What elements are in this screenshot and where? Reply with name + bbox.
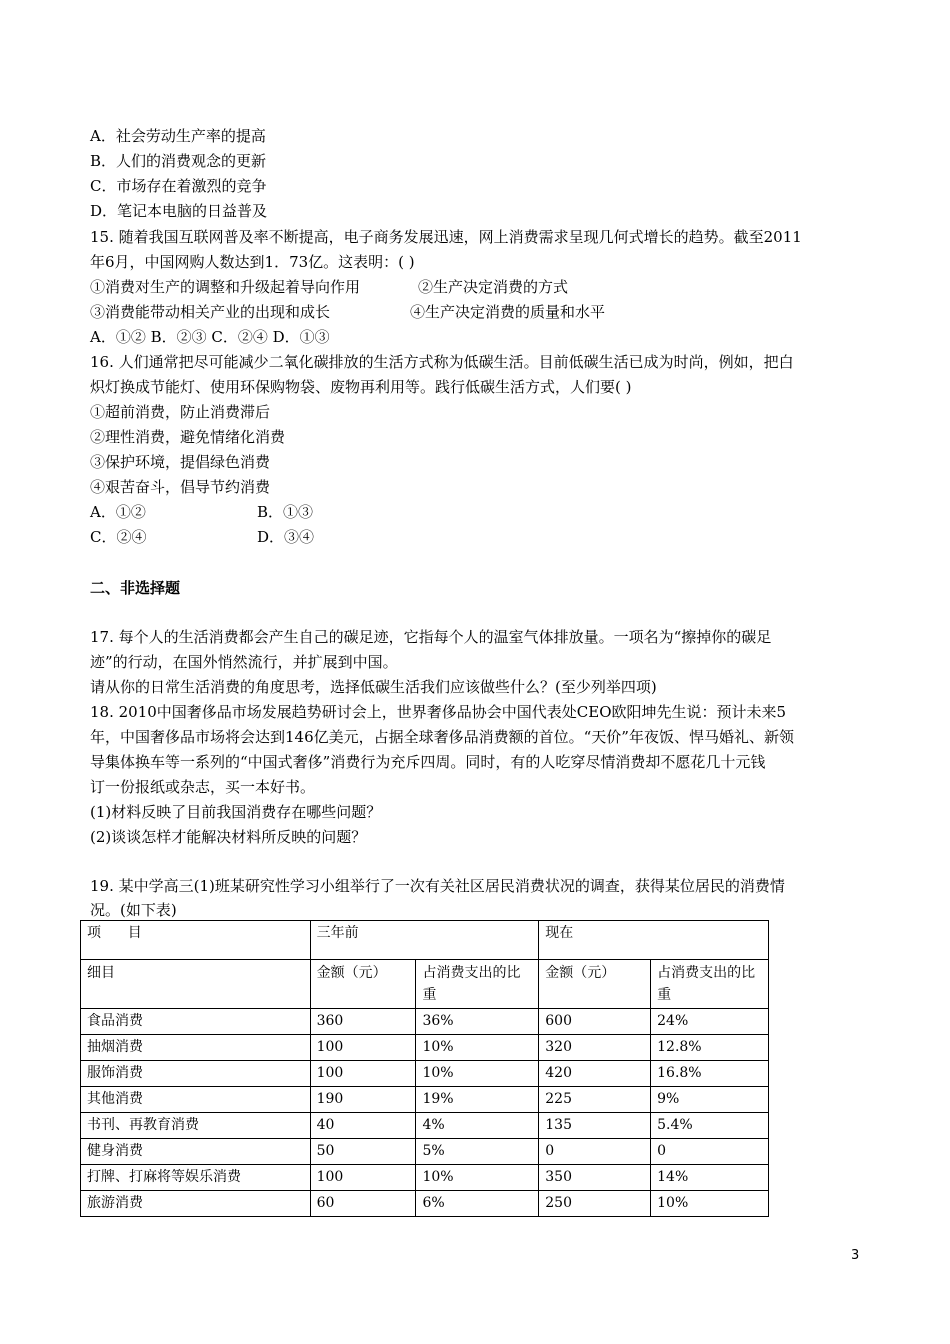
- q19-line2: 况。(如下表): [90, 901, 177, 919]
- header-amount-now: 金额（元）: [539, 960, 651, 1009]
- cell-category: 旅游消费: [81, 1191, 311, 1217]
- cell-category: 其他消费: [81, 1087, 311, 1113]
- q18-line2: 年，中国奢侈品市场将会达到146亿美元，占据全球奢侈品消费额的首位。“天价”年夜饭、悍马婚礼、新领: [90, 728, 794, 746]
- cell-share-now: 5.4%: [651, 1113, 769, 1139]
- q16-stem-line2: 炽灯换成节能灯、使用环保购物袋、废物再利用等。践行低碳生活方式，人们要( ): [90, 378, 632, 396]
- header-before: 三年前: [310, 921, 539, 960]
- header-item: 项 目: [81, 921, 311, 960]
- table-row: [81, 1191, 769, 1217]
- cell-amount-before: 360: [310, 1009, 416, 1035]
- page-number: 3: [851, 1248, 860, 1263]
- cell-amount-now: 0: [539, 1139, 651, 1165]
- cell-share-before: 19%: [416, 1087, 539, 1113]
- cell-category: 服饰消费: [81, 1061, 311, 1087]
- q14-option-c: C．市场存在着激烈的竞争: [90, 177, 267, 195]
- q14-option-d: D．笔记本电脑的日益普及: [90, 202, 268, 220]
- table-row: [81, 1139, 769, 1165]
- q16-stem-line1: 16. 人们通常把尽可能减少二氧化碳排放的生活方式称为低碳生活。目前低碳生活已成为时尚，例如，把白: [90, 353, 794, 371]
- cell-share-before: 10%: [416, 1165, 539, 1191]
- cell-share-now: 9%: [651, 1087, 769, 1113]
- cell-amount-before: 100: [310, 1165, 416, 1191]
- q14-option-b: B．人们的消费观念的更新: [90, 152, 267, 170]
- table-row: [81, 1113, 769, 1139]
- cell-amount-before: 190: [310, 1087, 416, 1113]
- q16-item-3: ③保护环境，提倡绿色消费: [90, 453, 271, 471]
- cell-amount-now: 135: [539, 1113, 651, 1139]
- q17-line3: 请从你的日常生活消费的角度思考，选择低碳生活我们应该做些什么？(至少列举四项): [90, 678, 657, 696]
- cell-amount-now: 600: [539, 1009, 651, 1035]
- q16-option-b: B．①③: [257, 503, 314, 521]
- table-row: [81, 1009, 769, 1035]
- q16-option-a: A．①②: [90, 503, 146, 521]
- cell-share-now: 12.8%: [651, 1035, 769, 1061]
- cell-share-now: 16.8%: [651, 1061, 769, 1087]
- q16-option-d: D．③④: [257, 528, 315, 546]
- header-amount-before: 金额（元）: [310, 960, 416, 1009]
- cell-share-now: 10%: [651, 1191, 769, 1217]
- q15-stem-line1: 15. 随着我国互联网普及率不断提高，电子商务发展迅速，网上消费需求呈现几何式增长的趋势。截至2011: [90, 228, 802, 246]
- q15-item-1: ①消费对生产的调整和升级起着导向作用: [90, 278, 361, 296]
- cell-share-before: 5%: [416, 1139, 539, 1165]
- q18-sub1: (1)材料反映了目前我国消费存在哪些问题？: [90, 803, 382, 821]
- table-header-row: [81, 921, 769, 960]
- cell-amount-before: 40: [310, 1113, 416, 1139]
- q18-line4: 订一份报纸或杂志，买一本好书。: [90, 778, 316, 796]
- header-share-before: 占消费支出的比重: [416, 960, 539, 1009]
- q18-line3: 导集体换车等一系列的“中国式奢侈”消费行为充斥四周。同时，有的人吃穿尽情消费却不愿花几十元钱: [90, 753, 766, 771]
- q17-line2: 迹”的行动，在国外悄然流行，并扩展到中国。: [90, 653, 398, 671]
- q16-item-1: ①超前消费，防止消费滞后: [90, 403, 271, 421]
- q16-item-2: ②理性消费，避免情绪化消费: [90, 428, 286, 446]
- cell-share-before: 10%: [416, 1035, 539, 1061]
- header-detail: 细目: [81, 960, 311, 1009]
- q16-item-4: ④艰苦奋斗，倡导节约消费: [90, 478, 271, 496]
- consumption-table: [80, 920, 769, 1217]
- q15-stem-line2: 年6月，中国网购人数达到1．73亿。这表明：( ): [90, 253, 415, 271]
- cell-amount-before: 100: [310, 1061, 416, 1087]
- cell-category: 食品消费: [81, 1009, 311, 1035]
- cell-amount-now: 320: [539, 1035, 651, 1061]
- header-share-now: 占消费支出的比重: [651, 960, 769, 1009]
- cell-amount-now: 420: [539, 1061, 651, 1087]
- q19-line1: 19. 某中学高三(1)班某研究性学习小组举行了一次有关社区居民消费状况的调查，获得某位居民的消费情: [90, 877, 785, 895]
- cell-share-now: 24%: [651, 1009, 769, 1035]
- cell-share-now: 14%: [651, 1165, 769, 1191]
- cell-share-now: 0: [651, 1139, 769, 1165]
- cell-share-before: 36%: [416, 1009, 539, 1035]
- cell-category: 书刊、再教育消费: [81, 1113, 311, 1139]
- section-title: 二、非选择题: [90, 579, 181, 597]
- q18-sub2: (2)谈谈怎样才能解决材料所反映的问题？: [90, 828, 367, 846]
- table-subheader-row: [81, 960, 769, 1009]
- cell-amount-now: 250: [539, 1191, 651, 1217]
- cell-amount-now: 225: [539, 1087, 651, 1113]
- cell-category: 健身消费: [81, 1139, 311, 1165]
- q16-option-c: C．②④: [90, 528, 147, 546]
- table-row: [81, 1087, 769, 1113]
- q17-line1: 17. 每个人的生活消费都会产生自己的碳足迹，它指每个人的温室气体排放量。一项名为“擦掉你的碳足: [90, 628, 772, 646]
- cell-amount-before: 60: [310, 1191, 416, 1217]
- cell-share-before: 6%: [416, 1191, 539, 1217]
- cell-amount-before: 100: [310, 1035, 416, 1061]
- q15-item-3: ③消费能带动相关产业的出现和成长: [90, 303, 331, 321]
- q15-options: A．①② B．②③ C．②④ D．①③: [90, 328, 330, 346]
- q18-line1: 18. 2010中国奢侈品市场发展趋势研讨会上，世界奢侈品协会中国代表处CEO欧阳坤先生说：预计未来5: [90, 703, 787, 721]
- cell-amount-before: 50: [310, 1139, 416, 1165]
- cell-share-before: 4%: [416, 1113, 539, 1139]
- header-now: 现在: [539, 921, 769, 960]
- table-row: [81, 1035, 769, 1061]
- cell-category: 打牌、打麻将等娱乐消费: [81, 1165, 311, 1191]
- cell-category: 抽烟消费: [81, 1035, 311, 1061]
- q14-option-a: A．社会劳动生产率的提高: [90, 127, 266, 145]
- q15-item-2: ②生产决定消费的方式: [418, 278, 569, 296]
- cell-amount-now: 350: [539, 1165, 651, 1191]
- table-row: [81, 1165, 769, 1191]
- table-row: [81, 1061, 769, 1087]
- q15-item-4: ④生产决定消费的质量和水平: [410, 303, 606, 321]
- cell-share-before: 10%: [416, 1061, 539, 1087]
